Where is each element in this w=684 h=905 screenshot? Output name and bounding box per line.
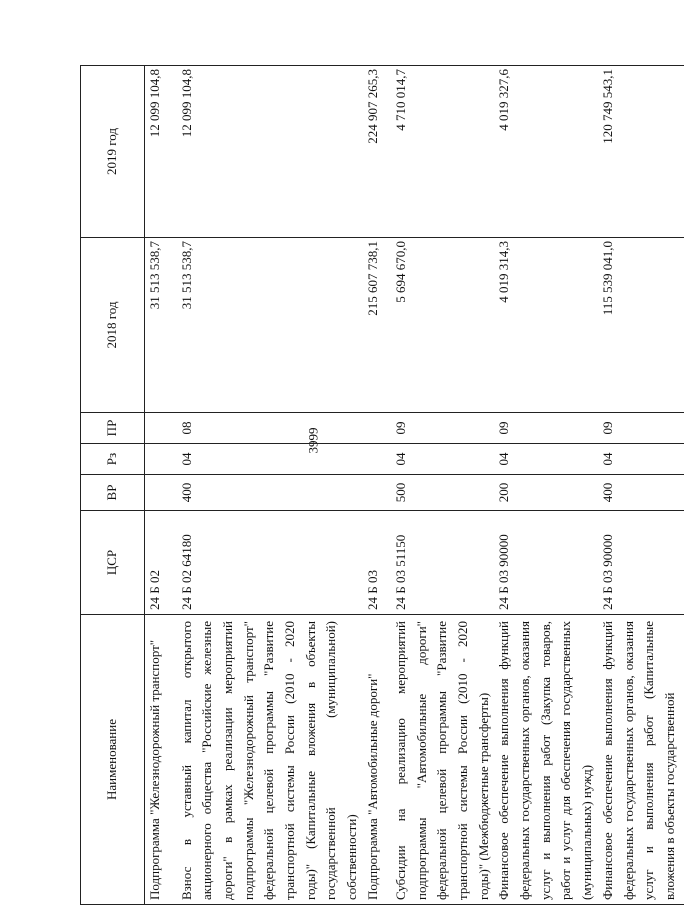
- page-number: 3999: [305, 427, 321, 454]
- budget-table: [80, 65, 684, 905]
- row-rz: 04: [392, 452, 408, 466]
- row-2019: 224 907 265,3: [363, 66, 391, 238]
- row-2018: 5 694 670,0: [392, 241, 408, 303]
- row-csr: 24 Б 03 90000: [599, 534, 615, 610]
- row-rz-cell: [494, 444, 598, 475]
- row-pr: [363, 413, 391, 444]
- header-pr: ПР: [81, 413, 145, 444]
- row-vr-cell: [598, 475, 684, 511]
- row-2019-cell: [177, 66, 363, 238]
- row-2018-cell: [391, 238, 495, 413]
- row-csr: 24 Б 03: [363, 511, 391, 615]
- row-name: Финансовое обеспечение выполнения функций федеральных государственных органов, оказания услуг и выполнения работ (Закупка товаров, работ и услуг для обеспечения государственных (муниципальных) нужд): [494, 615, 598, 905]
- row-pr: 09: [599, 421, 615, 435]
- row-csr: 24 Б 03 90000: [496, 534, 512, 610]
- row-pr-cell: [177, 413, 363, 444]
- row-2018: 31 513 538,7: [145, 238, 177, 413]
- row-csr-cell: [494, 511, 598, 615]
- row-csr: 24 Б 03 51150: [392, 534, 408, 610]
- row-2019: 4 019 327,6: [496, 69, 512, 131]
- row-vr: 400: [599, 482, 615, 503]
- row-csr: 24 Б 02: [145, 511, 177, 615]
- row-csr-cell: [598, 511, 684, 615]
- table-row: [494, 66, 598, 905]
- row-csr-cell: [177, 511, 363, 615]
- row-rz: [145, 444, 177, 475]
- table-header-row: [81, 66, 145, 905]
- row-vr-cell: [494, 475, 598, 511]
- row-vr-cell: [177, 475, 363, 511]
- table-row: [391, 66, 495, 905]
- row-vr-cell: [391, 475, 495, 511]
- row-rz: [363, 444, 391, 475]
- row-rz-cell: [177, 444, 363, 475]
- row-2019: 12 099 104,8: [178, 69, 194, 138]
- header-csr: ЦСР: [81, 511, 145, 615]
- row-rz-cell: [391, 444, 495, 475]
- header-name: Наименование: [81, 615, 145, 905]
- row-pr-cell: [494, 413, 598, 444]
- row-rz-cell: [598, 444, 684, 475]
- row-name: Подпрограмма "Автомобильные дороги": [363, 615, 391, 905]
- row-2018: 215 607 738,1: [363, 238, 391, 413]
- row-name: Субсидии на реализацию мероприятий подпрограммы "Автомобильные дороги" федеральной целевой программы "Развитие транспортной системы России (2010 - 2020 годы)" (Межбюджетные трансферты): [391, 615, 495, 905]
- row-vr: [363, 475, 391, 511]
- table-row: [363, 66, 391, 905]
- row-2018: 4 019 314,3: [496, 241, 512, 303]
- row-csr-cell: [391, 511, 495, 615]
- row-pr-cell: [391, 413, 495, 444]
- row-rz: 04: [599, 452, 615, 466]
- row-2019: 4 710 014,7: [392, 69, 408, 131]
- row-2018-cell: [598, 238, 684, 413]
- row-2019-cell: [598, 66, 684, 238]
- row-2019: 120 749 543,1: [599, 69, 615, 144]
- row-name: Взнос в уставный капитал открытого акционерного общества "Российские железные дороги" в рамках реализации мероприятий подпрограммы "Железнодорожный транспорт" федеральной целевой программы "Развитие транспортной системы России (2010 - 2020 годы)" (Капитальные вложения в объекты государственной (муниципальной) собственности): [177, 615, 363, 905]
- table-row: [177, 66, 363, 905]
- row-2019-cell: [391, 66, 495, 238]
- row-vr: [145, 475, 177, 511]
- row-pr: 08: [178, 421, 194, 435]
- table-row: [598, 66, 684, 905]
- table-row: [145, 66, 177, 905]
- row-pr: 09: [392, 421, 408, 435]
- row-csr: 24 Б 02 64180: [178, 534, 194, 610]
- row-2019-cell: [494, 66, 598, 238]
- rotated-page-content: [80, 66, 677, 905]
- row-2019: 12 099 104,8: [145, 66, 177, 238]
- header-rz: Рз: [81, 444, 145, 475]
- row-2018: 115 539 041,0: [599, 241, 615, 316]
- row-2018: 31 513 538,7: [178, 241, 194, 310]
- row-vr: 500: [392, 482, 408, 503]
- row-2018-cell: [494, 238, 598, 413]
- row-2018-cell: [177, 238, 363, 413]
- header-2018: 2018 год: [81, 238, 145, 413]
- row-name: Подпрограмма "Железнодорожный транспорт": [145, 615, 177, 905]
- header-vr: ВР: [81, 475, 145, 511]
- row-rz: 04: [178, 452, 194, 466]
- row-rz: 04: [496, 452, 512, 466]
- row-pr: 09: [496, 421, 512, 435]
- header-2019: 2019 год: [81, 66, 145, 238]
- row-name: Финансовое обеспечение выполнения функций федеральных государственных органов, оказания услуг и выполнения работ (Капитальные вложения в объекты государственной: [598, 615, 684, 905]
- row-pr: [145, 413, 177, 444]
- row-vr: 200: [496, 482, 512, 503]
- row-vr: 400: [178, 482, 194, 503]
- row-pr-cell: [598, 413, 684, 444]
